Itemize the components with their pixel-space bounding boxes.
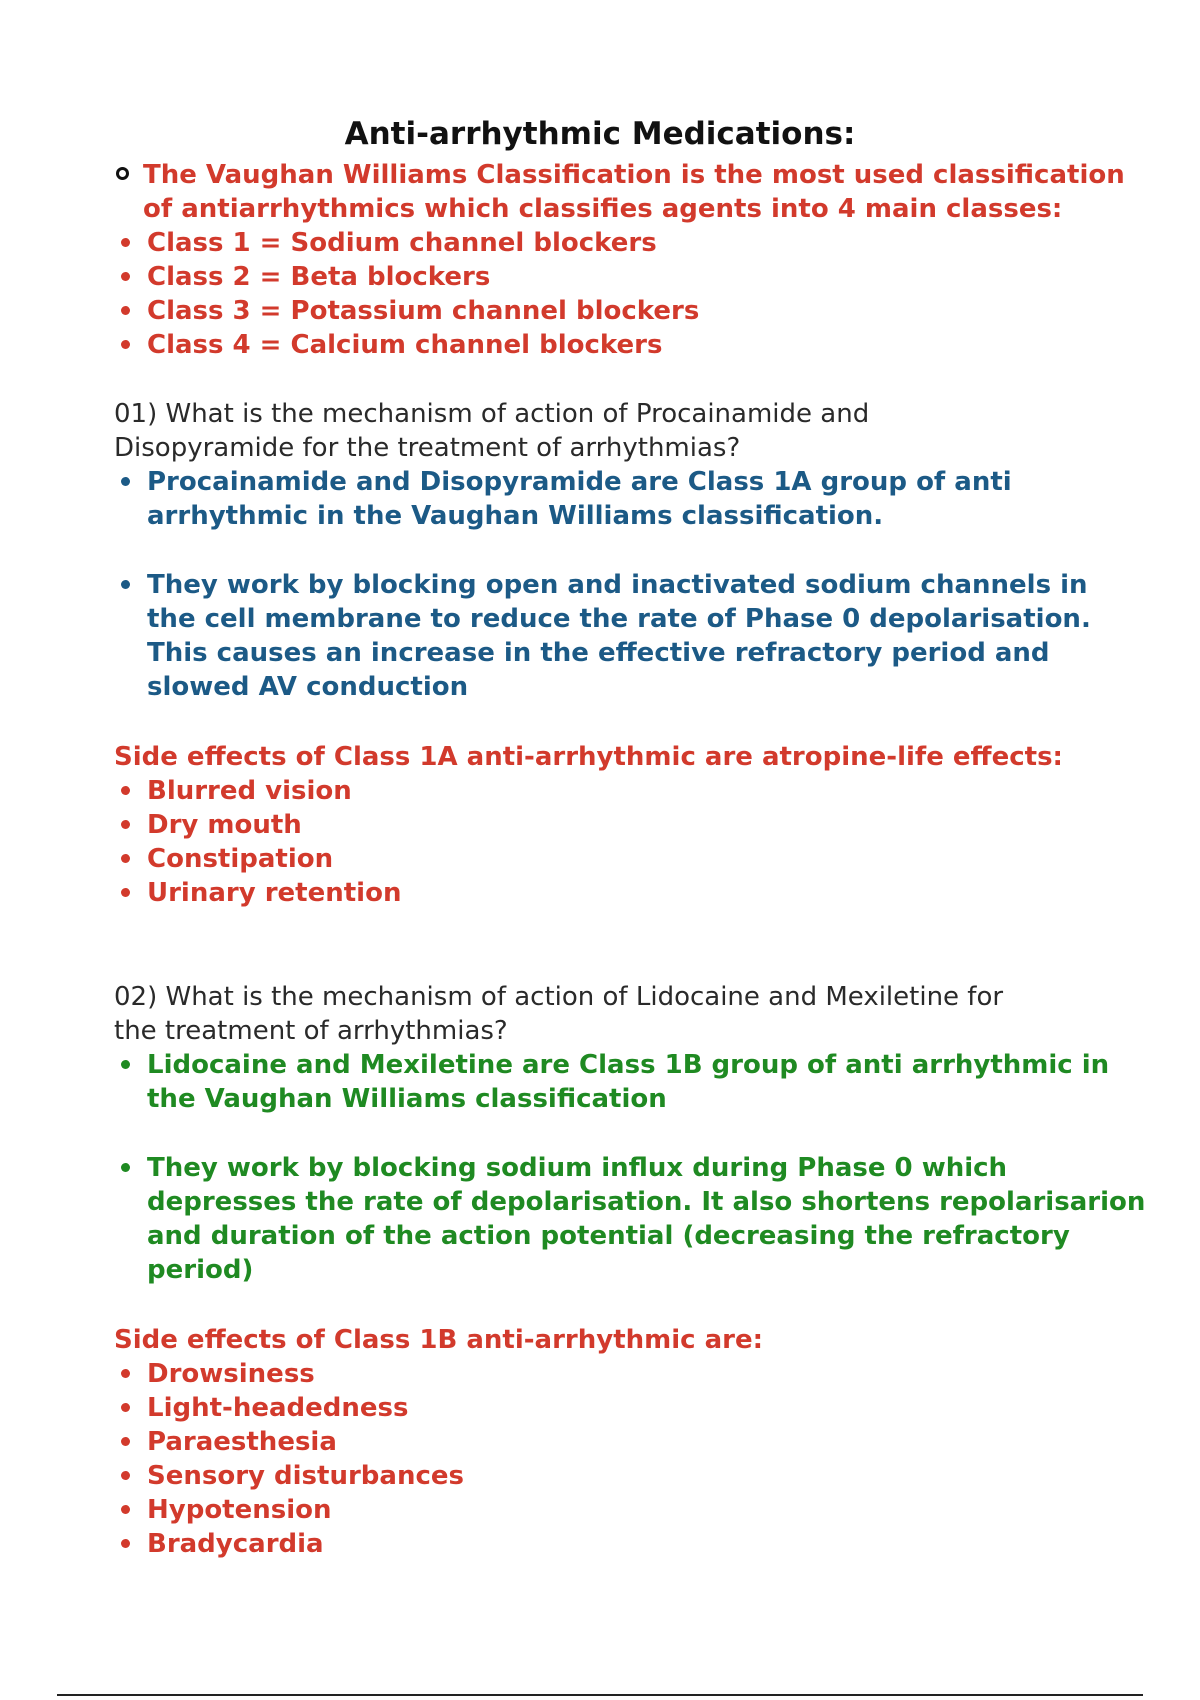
side-effect-item: Bradycardia (147, 1529, 324, 1559)
q2-answer-2-line-4: period) (147, 1255, 254, 1285)
side-effect-item: Urinary retention (147, 878, 402, 908)
bullet-icon (121, 888, 130, 897)
bullet-icon (121, 580, 130, 589)
class-item: Class 4 = Calcium channel blockers (147, 330, 663, 360)
bullet-icon (121, 340, 130, 349)
bullet-icon (121, 477, 130, 486)
bullet-icon (121, 1539, 130, 1548)
bottom-divider (57, 1694, 1143, 1696)
side-effect-item: Dry mouth (147, 810, 302, 840)
q2-answer-1-line-1: Lidocaine and Mexiletine are Class 1B group of anti arrhythmic in (147, 1050, 1110, 1080)
hollow-bullet-icon (116, 167, 129, 180)
question-1-line-1: 01) What is the mechanism of action of Procainamide and (114, 399, 870, 429)
side-effect-item: Sensory disturbances (147, 1461, 464, 1491)
intro-line-1: The Vaughan Williams Classification is the most used classification (143, 160, 1125, 190)
bullet-icon (121, 238, 130, 247)
bullet-icon (121, 1505, 130, 1514)
bullet-icon (121, 820, 130, 829)
bullet-icon (121, 272, 130, 281)
bullet-icon (121, 1163, 130, 1172)
q1-answer-2-line-1: They work by blocking open and inactivated sodium channels in (147, 570, 1088, 600)
class-item: Class 1 = Sodium channel blockers (147, 228, 657, 258)
page-title: Anti-arrhythmic Medications: (344, 116, 856, 152)
q1-answer-1-line-1: Procainamide and Disopyramide are Class 1A group of anti (147, 467, 1012, 497)
q2-side-effects-heading: Side effects of Class 1B anti-arrhythmic are: (114, 1325, 763, 1355)
bullet-icon (121, 306, 130, 315)
side-effect-item: Drowsiness (147, 1359, 315, 1389)
bullet-icon (121, 1437, 130, 1446)
bullet-icon (121, 1369, 130, 1378)
intro-line-2: of antiarrhythmics which classifies agents into 4 main classes: (143, 194, 1063, 224)
class-item: Class 3 = Potassium channel blockers (147, 296, 700, 326)
side-effect-item: Light-headedness (147, 1393, 409, 1423)
q1-answer-2-line-4: slowed AV conduction (147, 672, 469, 702)
bullet-icon (121, 786, 130, 795)
side-effect-item: Paraesthesia (147, 1427, 337, 1457)
q2-answer-2-line-2: depresses the rate of depolarisation. It also shortens repolarisarion (147, 1187, 1146, 1217)
question-2-line-2: the treatment of arrhythmias? (114, 1016, 508, 1046)
q1-answer-2-line-3: This causes an increase in the effective refractory period and (147, 638, 1050, 668)
bullet-icon (121, 1471, 130, 1480)
q2-answer-1-line-2: the Vaughan Williams classification (147, 1084, 667, 1114)
class-item: Class 2 = Beta blockers (147, 262, 491, 292)
bullet-icon (121, 1403, 130, 1412)
side-effect-item: Constipation (147, 844, 334, 874)
q1-answer-1-line-2: arrhythmic in the Vaughan Williams classification. (147, 501, 884, 531)
question-2-line-1: 02) What is the mechanism of action of Lidocaine and Mexiletine for (114, 982, 1004, 1012)
bullet-icon (121, 854, 130, 863)
side-effect-item: Hypotension (147, 1495, 332, 1525)
bullet-icon (121, 1060, 130, 1069)
side-effect-item: Blurred vision (147, 776, 352, 806)
q1-side-effects-heading: Side effects of Class 1A anti-arrhythmic are atropine-life effects: (114, 742, 1063, 772)
q2-answer-2-line-3: and duration of the action potential (decreasing the refractory (147, 1221, 1070, 1251)
q1-answer-2-line-2: the cell membrane to reduce the rate of Phase 0 depolarisation. (147, 604, 1091, 634)
question-1-line-2: Disopyramide for the treatment of arrhythmias? (114, 433, 741, 463)
q2-answer-2-line-1: They work by blocking sodium influx during Phase 0 which (147, 1153, 1008, 1183)
